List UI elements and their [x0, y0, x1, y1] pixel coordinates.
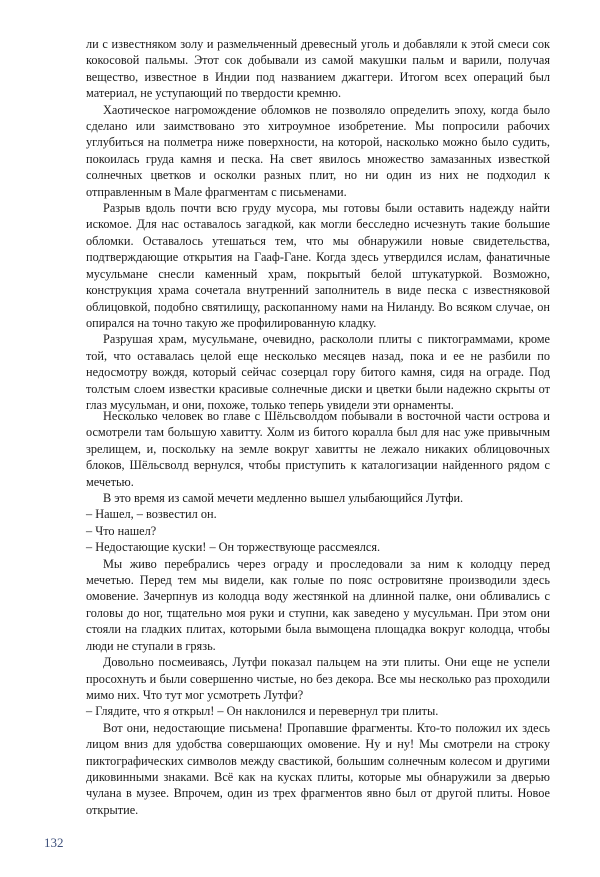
- paragraph-jaggery: ли с известняком золу и размельченный древесный уголь и добавляли к этой смеси сок кокосовой пальмы. Этот сок добывали из самой макушки пальм и варили, получая вещество, известное в Индии под названием джаггери. Итогом всех операций был материал, не уступающий по твердости кремню.: [86, 37, 550, 101]
- dialog-what-found: – Что нашел?: [86, 523, 157, 538]
- paragraph-well-ablution: Мы живо перебрались через ограду и проследовали за ним к колодцу перед мечетью. Перед тем мы видели, как голые по пояс островитяне производили здесь омовение. Зачерпнув из колодца воду жестянкой на длинной палке, они обливались с головы до ног, тщательно моя руки и ступни, как заведено у мусульман. При этом они стояли на гладких плитах, которыми была вымощена площадка вокруг колодца, чтобы люди не ступали в грязь.: [86, 556, 550, 653]
- paragraph-lutfi-appears: В это время из самой мечети медленно вышел улыбающийся Лутфи.: [103, 491, 464, 506]
- dialog-found: – Нашел, – возвестил он.: [86, 507, 217, 522]
- dialog-missing-pieces: – Недостающие куски! – Он торжествующе рассмеялся.: [86, 540, 381, 555]
- dialog-look: – Глядите, что я открыл! – Он наклонился и перевернул три плиты.: [86, 704, 439, 719]
- section-discovery: [86, 408, 550, 818]
- section-excavation: [86, 36, 550, 413]
- paragraph-chaotic-ruins: Хаотическое нагромождение обломков не позволяло определить эпоху, когда было сделано или заимствовано это хитроумное изобретение. Мы попросили рабочих углубиться на полметра ниже поверхности, на которой, насколько можно было судить, покоилась груда камня и песка. На свет явилось множество замазанных известкой солнечных цветков и осколки разных плит, но ни один из них не подходил к отправленным в Мале фрагментам с письменами.: [86, 102, 550, 199]
- paragraph-slabs: Довольно посмеиваясь, Лутфи показал пальцем на эти плиты. Они еще не успели просохнуть и были совершенно чистые, но без декора. Все мы несколько раз проходили мимо них. Что тут мог усмотреть Лутфи?: [86, 655, 550, 702]
- page-number: 132: [44, 835, 64, 850]
- paragraph-search-debris: Разрыв вдоль почти всю груду мусора, мы готовы были оставить надежду найти искомое. Для нас оставалось загадкой, как могли бесследно исчезнуть такие большие обломки. Оставалось утешаться тем, что мы обнаружили новые свидетельства, подтверждающие открытия на Гааф-Гане. Когда здесь утвердился ислам, фанатичные мусульмане снесли каменный храм, покрытый белой штукатуркой. Возможно, конструкция храма сочетала внутренний заполнитель в виде песка с известняковой облицовкой, подобно святилищу, раскопанному нами на Ниланду. Во всяком случае, он опирался на точно такую же профилированную кладку.: [86, 201, 550, 330]
- paragraph-havitta: Несколько человек во главе с Шёльсволдом побывали в восточной части острова и осмотрели там большую хавитту. Холм из битого коралла был для нас уже привычным зрелищем, и, поскольку на земле вокруг хавитты не лежало никаких облицовочных блоков, Шёльсволд вернулся, чтобы приступить к каталогизации найденного рядом с мечетью.: [86, 409, 550, 489]
- paragraph-missing-script: Вот они, недостающие письмена! Пропавшие фрагменты. Кто-то положил их здесь лицом вниз для удобства совершающих омовение. Ну и ну! Мы смотрели на строку пиктографических символов между свастикой, большим солнечным колесом и другими диковинными знаками. Всё как на кусках плиты, которые мы обнаружили за дверью чулана в музее. Впрочем, один из трех фрагментов явно был от другой плиты. Новое открытие.: [86, 720, 550, 817]
- paragraph-temple-destruction: Разрушая храм, мусульмане, очевидно, раскололи плиты с пиктограммами, кроме той, что оставалась целой еще несколько месяцев назад, пока и ее не разбили по недосмотру вождя, который сейчас созерцал гору битого камня, сидя на ограде. Под толстым слоем известки красивые солнечные диски и цветки были надежно скрыты от глаз мусульман, и они, похоже, только теперь увидели эти орнаменты.: [86, 332, 550, 412]
